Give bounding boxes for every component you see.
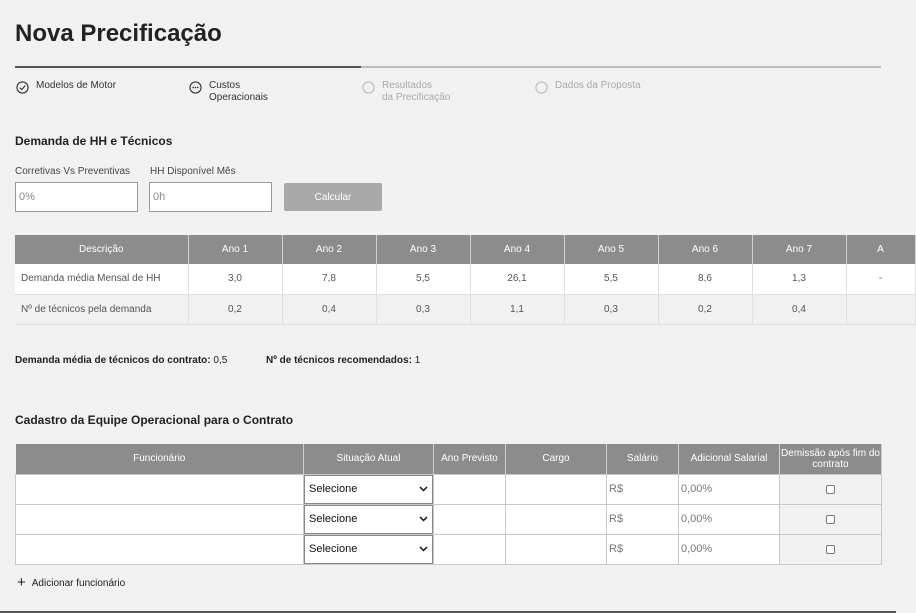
recommended-technicians-value: 1 bbox=[414, 355, 421, 366]
col-salario: Salário bbox=[607, 444, 679, 474]
funcionario-input[interactable] bbox=[16, 474, 304, 504]
demissao-checkbox[interactable] bbox=[826, 545, 835, 554]
situacao-select[interactable] bbox=[304, 534, 434, 564]
table-row bbox=[15, 264, 915, 294]
situacao-select[interactable] bbox=[304, 504, 434, 534]
table-cell: 1,3 bbox=[752, 264, 846, 294]
team-table bbox=[15, 444, 882, 565]
row-label: Demanda média Mensal de HH bbox=[15, 264, 188, 294]
table-cell: 26,1 bbox=[470, 264, 564, 294]
avg-technicians-label: Demanda média de técnicos do contrato: bbox=[15, 355, 211, 366]
table-cell: 0,3 bbox=[376, 294, 470, 324]
table-row bbox=[16, 534, 882, 564]
chevron-down-icon bbox=[419, 486, 428, 492]
step-resultados-da-precificacao[interactable] bbox=[362, 80, 450, 104]
col-situacao-atual: Situação Atual bbox=[304, 444, 434, 474]
step-label: Dados da Proposta bbox=[555, 80, 641, 91]
adicional-salarial-input[interactable]: 0,00% bbox=[679, 504, 780, 534]
row-label: Nº de técnicos pela demanda bbox=[15, 294, 188, 324]
col-ano-2: Ano 2 bbox=[282, 235, 376, 264]
table-cell: 7,8 bbox=[282, 264, 376, 294]
table-cell: 5,5 bbox=[376, 264, 470, 294]
col-ano-1: Ano 1 bbox=[188, 235, 282, 264]
recommended-technicians-label: Nº de técnicos recomendados: bbox=[266, 355, 412, 366]
table-row bbox=[15, 294, 915, 324]
col-adicional-salarial: Adicional Salarial bbox=[679, 444, 780, 474]
empty-circle-icon bbox=[362, 81, 375, 94]
avg-technicians-value: 0,5 bbox=[213, 355, 228, 366]
check-circle-icon bbox=[16, 81, 29, 94]
team-table-header bbox=[16, 444, 882, 474]
demissao-checkbox[interactable] bbox=[826, 515, 835, 524]
col-funcionario: Funcionário bbox=[16, 444, 304, 474]
demand-table bbox=[15, 235, 916, 325]
adicional-salarial-input[interactable]: 0,00% bbox=[679, 534, 780, 564]
col-ano-3: Ano 3 bbox=[376, 235, 470, 264]
step-label: Custos Operacionais bbox=[209, 80, 268, 103]
corretivas-label: Corretivas Vs Preventivas bbox=[15, 166, 131, 177]
salario-input[interactable]: R$ bbox=[607, 504, 679, 534]
situacao-select-value: Selecione bbox=[309, 513, 358, 525]
cargo-input[interactable] bbox=[506, 474, 607, 504]
ano-previsto-input[interactable] bbox=[434, 534, 506, 564]
salario-input[interactable]: R$ bbox=[607, 534, 679, 564]
col-ano-5: Ano 5 bbox=[564, 235, 658, 264]
table-cell: - bbox=[846, 264, 915, 294]
step-modelos-de-motor[interactable] bbox=[16, 80, 116, 94]
situacao-select-value: Selecione bbox=[309, 543, 358, 555]
col-cargo: Cargo bbox=[506, 444, 607, 474]
adicional-salarial-input[interactable]: 0,00% bbox=[679, 474, 780, 504]
situacao-select[interactable] bbox=[304, 474, 434, 504]
col-ano-6: Ano 6 bbox=[658, 235, 752, 264]
table-row bbox=[16, 474, 882, 504]
table-cell: 8,6 bbox=[658, 264, 752, 294]
ellipsis-circle-icon bbox=[189, 81, 202, 94]
table-cell: 0,3 bbox=[564, 294, 658, 324]
step-dados-da-proposta[interactable] bbox=[535, 80, 641, 94]
table-row bbox=[16, 504, 882, 534]
demissao-cell bbox=[780, 474, 882, 504]
col-demissao: Demissão após fim do contrato bbox=[780, 444, 882, 474]
stepper-progress bbox=[15, 66, 361, 68]
hh-disponivel-input[interactable] bbox=[149, 182, 272, 212]
funcionario-input[interactable] bbox=[16, 504, 304, 534]
table-cell: 0,4 bbox=[752, 294, 846, 324]
col-ano-4: Ano 4 bbox=[470, 235, 564, 264]
col-ano-previsto: Ano Previsto bbox=[434, 444, 506, 474]
step-label: Modelos de Motor bbox=[36, 80, 117, 91]
ano-previsto-input[interactable] bbox=[434, 474, 506, 504]
col-descricao: Descrição bbox=[15, 235, 188, 264]
table-cell: 5,5 bbox=[564, 264, 658, 294]
team-table-container bbox=[15, 444, 881, 565]
table-cell: 0,4 bbox=[282, 294, 376, 324]
chevron-down-icon bbox=[419, 546, 428, 552]
table-cell: 3,0 bbox=[188, 264, 282, 294]
demissao-checkbox[interactable] bbox=[826, 485, 835, 494]
table-cell: 1,1 bbox=[470, 294, 564, 324]
table-cell: 0,2 bbox=[188, 294, 282, 324]
chevron-down-icon bbox=[419, 516, 428, 522]
page-title: Nova Precificação bbox=[15, 20, 222, 47]
col-ano-8-truncated: A bbox=[846, 235, 915, 264]
situacao-select-value: Selecione bbox=[309, 483, 358, 495]
plus-icon: + bbox=[17, 574, 26, 591]
corretivas-input[interactable] bbox=[15, 182, 138, 212]
calcular-button[interactable]: Calcular bbox=[284, 183, 382, 211]
ano-previsto-input[interactable] bbox=[434, 504, 506, 534]
funcionario-input[interactable] bbox=[16, 534, 304, 564]
demissao-cell bbox=[780, 504, 882, 534]
demand-table-header bbox=[15, 235, 915, 264]
step-label: Resultados da Precificação bbox=[382, 80, 451, 103]
hh-disponivel-label: HH Disponível Mês bbox=[150, 166, 236, 177]
cargo-input[interactable] bbox=[506, 534, 607, 564]
step-custos-operacionais[interactable] bbox=[189, 80, 268, 104]
salario-input[interactable]: R$ bbox=[607, 474, 679, 504]
demand-table-container[interactable] bbox=[15, 235, 884, 325]
table-cell: 0,2 bbox=[658, 294, 752, 324]
demissao-cell bbox=[780, 534, 882, 564]
empty-circle-icon bbox=[535, 81, 548, 94]
avg-technicians-summary bbox=[15, 355, 227, 366]
team-section-title: Cadastro da Equipe Operacional para o Contrato bbox=[15, 413, 294, 427]
demand-section-title: Demanda de HH e Técnicos bbox=[15, 134, 173, 148]
table-cell bbox=[846, 294, 915, 324]
add-employee-button[interactable] bbox=[17, 574, 126, 591]
recommended-technicians-summary bbox=[266, 355, 420, 366]
cargo-input[interactable] bbox=[506, 504, 607, 534]
add-employee-label: Adicionar funcionário bbox=[31, 577, 126, 589]
col-ano-7: Ano 7 bbox=[752, 235, 846, 264]
